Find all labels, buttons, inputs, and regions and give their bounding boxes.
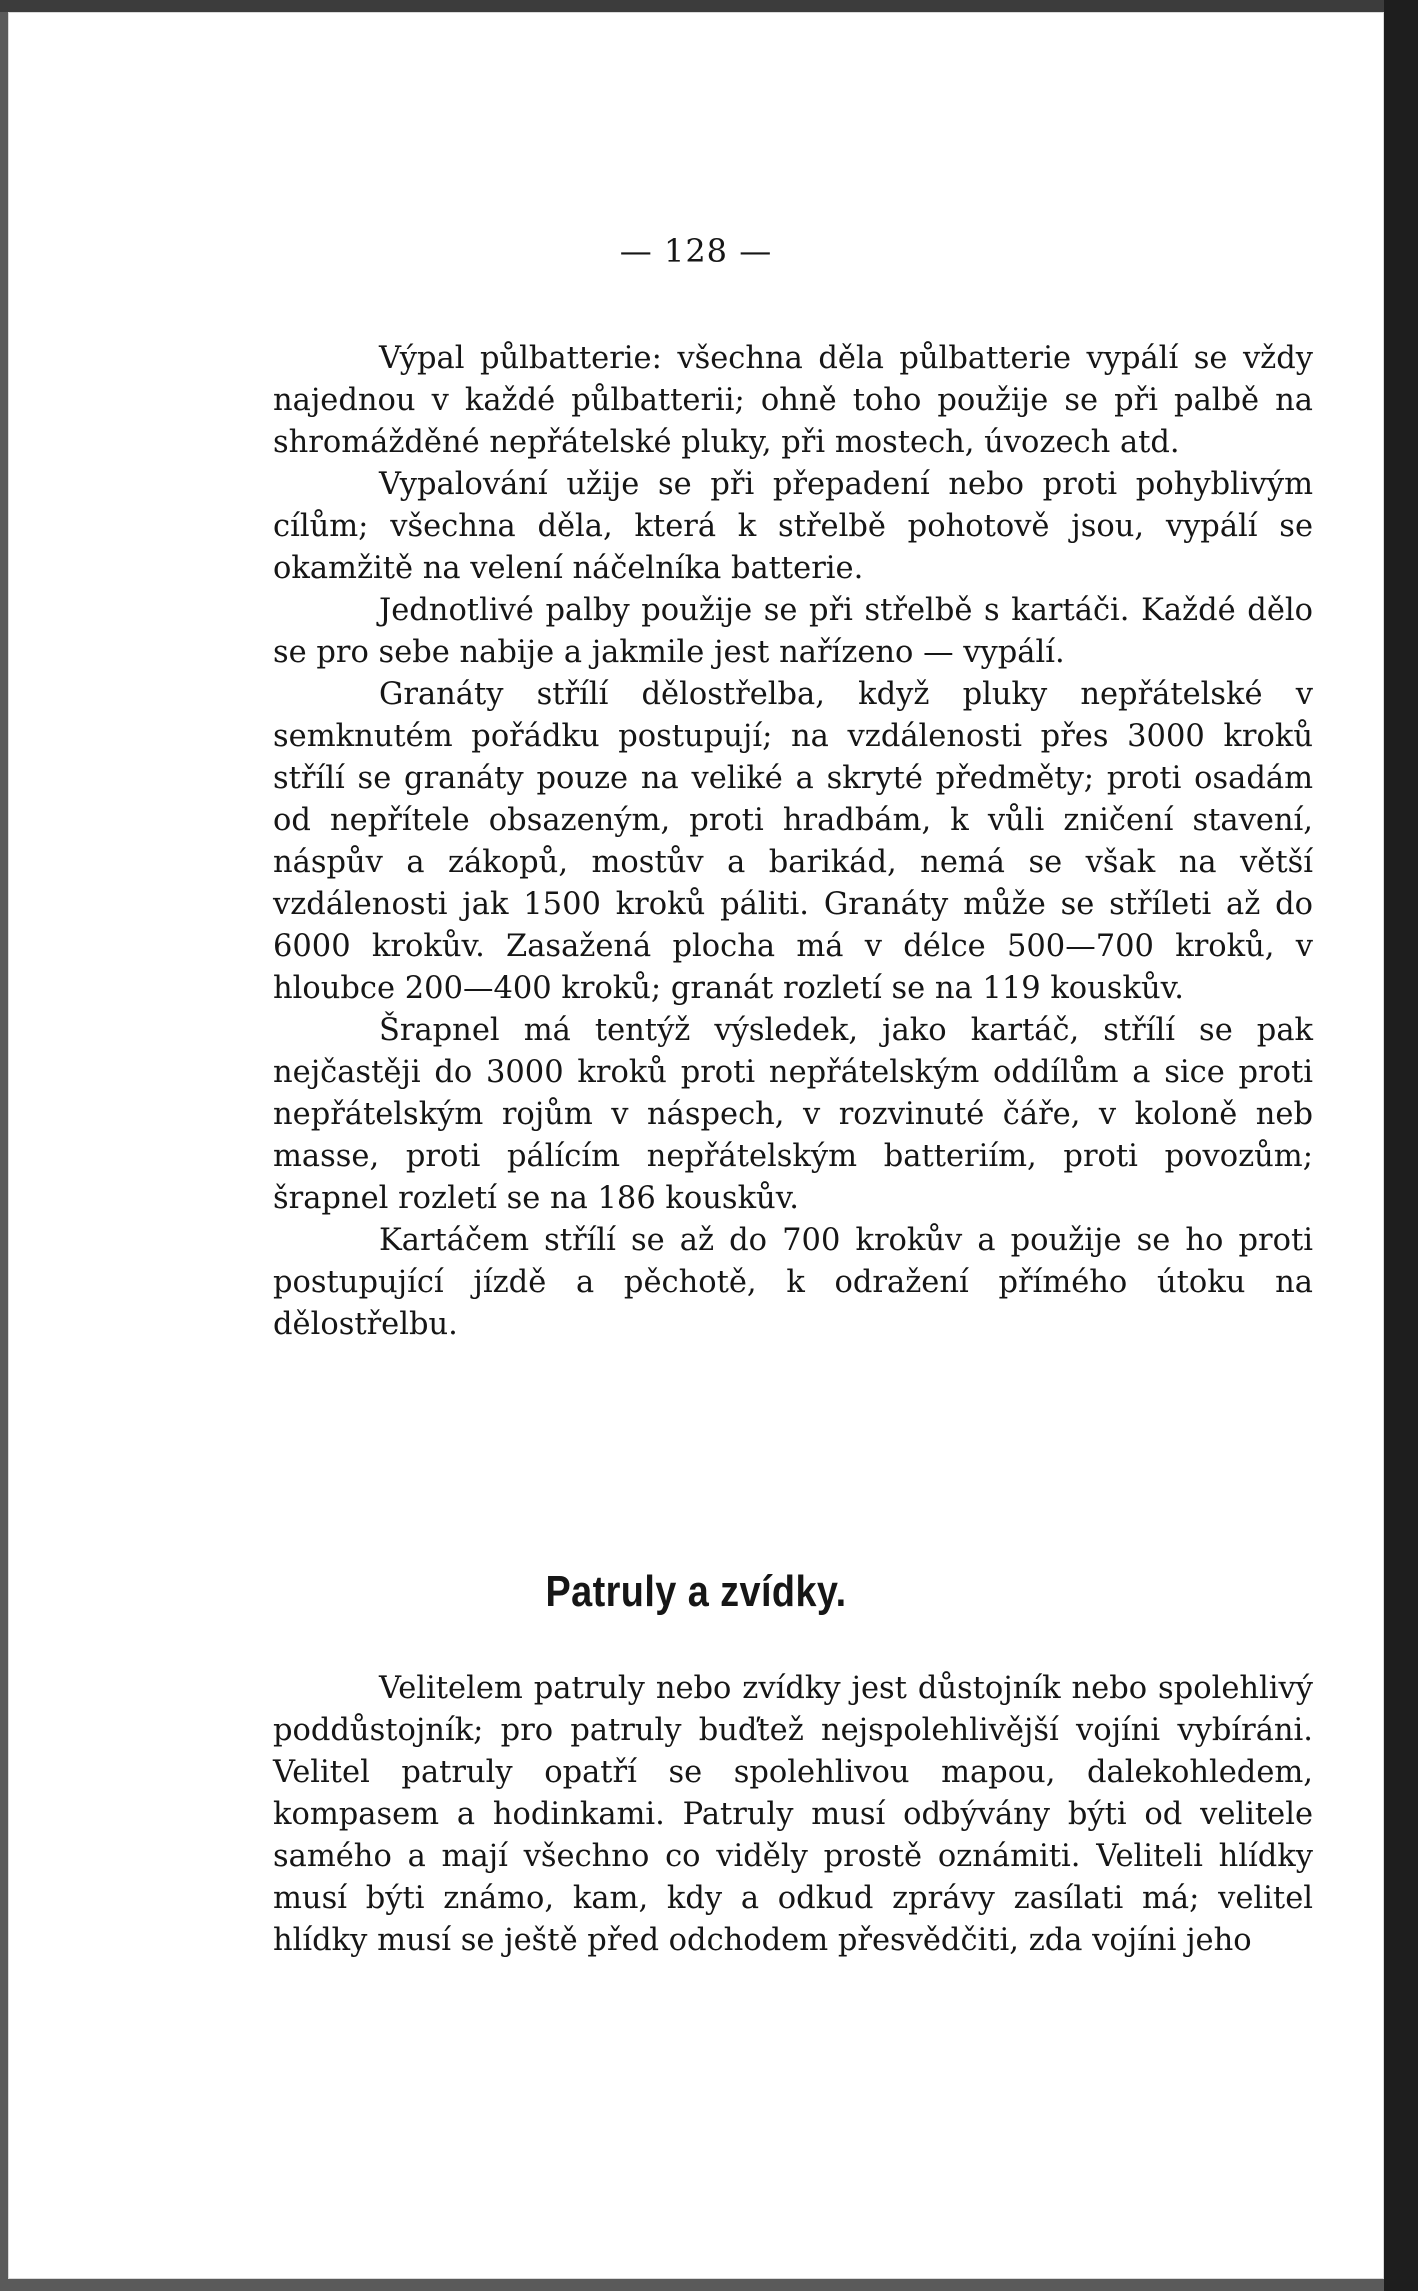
paragraph-shrapnel: Šrapnel má tentýž výsledek, jako kartáč, střílí se pak nejčastěji do 3000 kroků proti nepřátelským oddílům a sice proti nepřátelským rojům v náspech, v rozvinuté čáře, v koloně neb masse, proti pálícím nepřátelským batteriím, proti povozům; šrapnel rozletí se na 186 kouskův. xyxy=(273,1013,1313,1216)
book-page xyxy=(8,12,1384,2279)
paragraph-half-battery-volley: Výpal půlbatterie: všechna děla půlbatterie vypálí se vždy najednou v každé půlbatterii; ohně toho použije se při palbě na shromážděné nepřátelské pluky, při mostech, úvozech atd. xyxy=(273,341,1313,460)
section-patrols xyxy=(273,1668,1313,1962)
scan-top-edge xyxy=(0,0,1418,12)
scan-right-edge xyxy=(1384,0,1418,2291)
section-heading: Patruly a zvídky. xyxy=(545,1567,847,1616)
paragraph-rapid-fire: Vypalování užije se při přepadení nebo proti pohyblivým cílům; všechna děla, která k střelbě pohotově jsou, vypálí se okamžitě na velení náčelníka batterie. xyxy=(273,467,1313,586)
section-artillery-fire xyxy=(273,338,1313,1346)
paragraph-single-fire: Jednotlivé palby použije se při střelbě s kartáči. Každé dělo se pro sebe nabije a jakmile jest nařízeno — vypálí. xyxy=(273,593,1313,670)
paragraph-patrol-leader: Velitelem patruly nebo zvídky jest důstojník nebo spolehlivý poddůstojník; pro patruly buďtež nejspolehlivější vojíni vybíráni. Velitel patruly opatří se spolehlivou mapou, dalekohledem, kompasem a hodinkami. Patruly musí odbývány býti od velitele samého a mají všechno co viděly prostě oznámiti. Veliteli hlídky musí býti známo, kam, kdy a odkud zprávy zasílati má; velitel hlídky musí se ještě před odchodem přesvědčiti, zda vojíni jeho xyxy=(273,1671,1313,1958)
paragraph-canister: Kartáčem střílí se až do 700 krokův a použije se ho proti postupující jízdě a pěchotě, k odražení přímého útoku na dělostřelbu. xyxy=(273,1223,1313,1342)
page-number: — 128 — xyxy=(619,232,773,270)
paragraph-grenades: Granáty střílí dělostřelba, když pluky nepřátelské v semknutém pořádku postupují; na vzdálenosti přes 3000 kroků střílí se granáty pouze na veliké a skryté předměty; proti osadám od nepřítele obsazeným, proti hradbám, k vůli zničení stavení, náspův a zákopů, mostův a barikád, nemá se však na větší vzdálenosti jak 1500 kroků páliti. Granáty může se stříleti až do 6000 krokův. Zasažená plocha má v délce 500—700 kroků, v hloubce 200—400 kroků; granát rozletí se na 119 kouskův. xyxy=(273,677,1313,1006)
